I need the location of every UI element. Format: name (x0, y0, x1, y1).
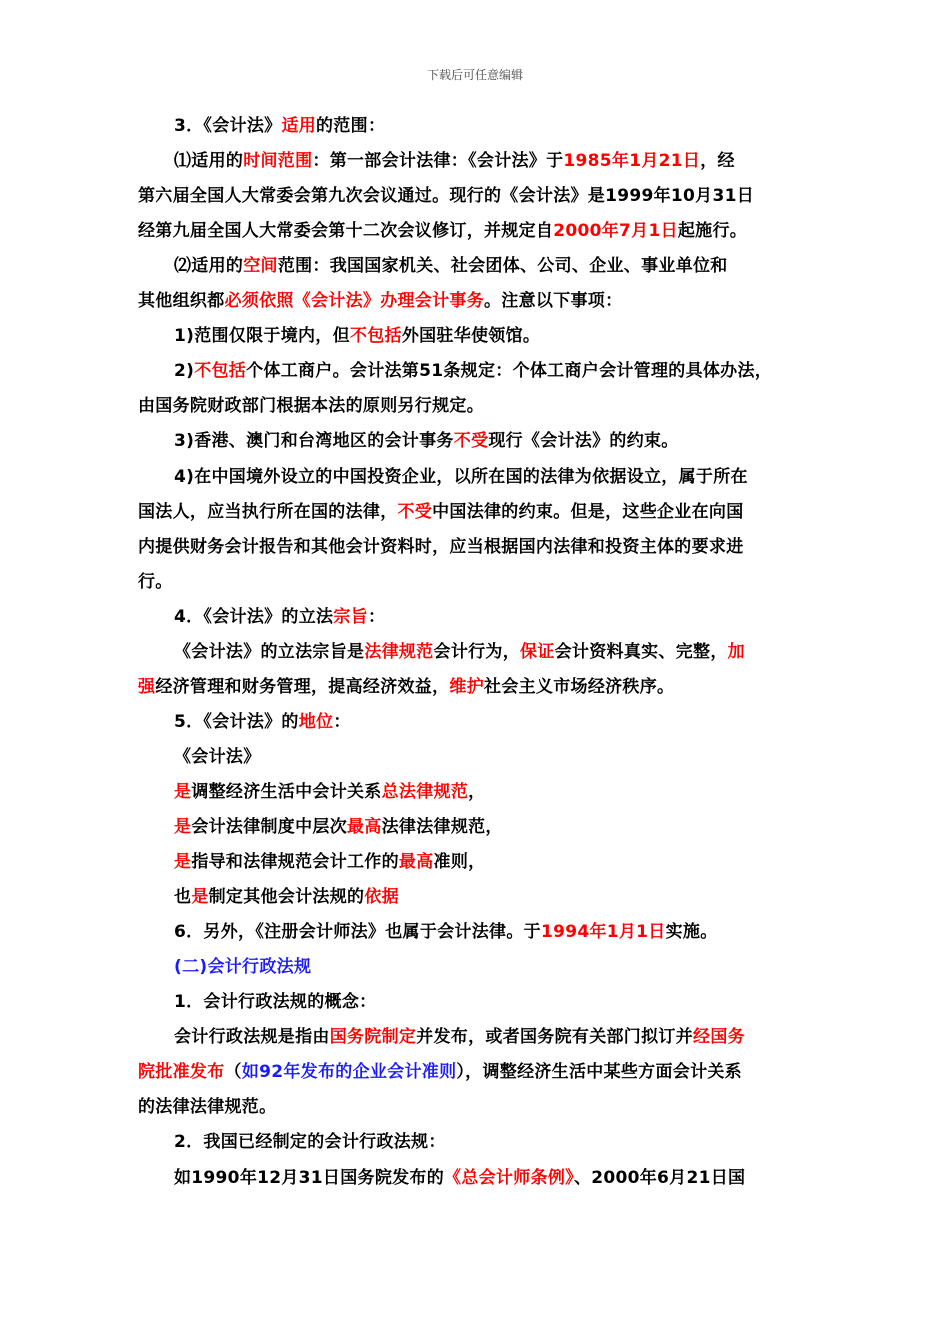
text-line (138, 1060, 818, 1084)
highlight-red-text: 经国务 (693, 1027, 745, 1047)
highlight-red-text: 强 (138, 677, 156, 697)
body-text: 指导和法律规范会计工作的 (191, 852, 399, 872)
text-line (174, 429, 818, 453)
text-line (174, 465, 818, 489)
highlight-red-text: 依据 (364, 887, 399, 907)
body-text: 国法人，应当执行所在国的法律， (138, 502, 398, 522)
body-text: 外国驻华使领馆。 (401, 326, 541, 346)
body-text: 《会计法》的立法宗旨是 (174, 642, 365, 662)
body-text: 会计资料真实、完整， (554, 642, 728, 662)
body-text: 1．会计行政法规的概念： (174, 992, 377, 1012)
highlight-red-text: 必须依照《会计法》办理会计事务 (224, 291, 484, 311)
highlight-red-text: 是 (191, 887, 209, 907)
highlight-red-text: 2000年7月1日 (553, 221, 678, 241)
highlight-blue-text: (二)会计行政法规 (174, 957, 312, 977)
text-line (174, 850, 818, 874)
highlight-red-text: 不包括 (349, 326, 402, 346)
highlight-red-text: 国务院制定 (329, 1027, 417, 1047)
body-text: 4)在中国境外设立的中国投资企业，以所在国的法律为依据设立，属于所在 (174, 467, 748, 487)
highlight-red-text: 空间 (243, 256, 278, 276)
text-line (174, 990, 818, 1014)
text-line (174, 605, 818, 629)
highlight-red-text: 1994年1月1日 (540, 922, 666, 942)
text-line (174, 780, 818, 804)
page-header: 下载后可任意编辑 (426, 68, 523, 82)
text-line (174, 114, 818, 138)
text-line (138, 500, 818, 524)
highlight-red-text: 是 (174, 852, 192, 872)
body-text: 2) (174, 361, 195, 381)
body-text: 会计行政法规是指由 (174, 1027, 330, 1047)
highlight-red-text: 1985年1月21日 (563, 151, 701, 171)
text-line (174, 710, 818, 734)
body-text: （ (224, 1062, 242, 1082)
body-text: 3)香港、澳门和台湾地区的会计事务 (174, 431, 454, 451)
body-text: 也 (174, 887, 192, 907)
body-text: ： (333, 712, 351, 732)
body-text: 中国法律的约束。但是，这些企业在向国 (432, 502, 744, 522)
body-text: 会计法律制度中层次 (191, 817, 348, 837)
body-text: 准则， (433, 852, 486, 872)
text-line (138, 1095, 818, 1119)
body-text: 行。 (138, 572, 173, 592)
body-text: ⑵适用的 (174, 256, 244, 276)
highlight-red-text: 适用 (281, 116, 317, 136)
body-text: 现行《会计法》的约束。 (488, 431, 679, 451)
body-text: 《会计法》 (174, 747, 261, 767)
text-line (174, 1130, 818, 1154)
body-text: ： (367, 607, 386, 627)
text-line (174, 815, 818, 839)
body-text: 的法律法律规范。 (138, 1097, 277, 1117)
highlight-red-text: 地位 (298, 712, 334, 732)
text-line (138, 219, 818, 243)
highlight-red-text: 时间范围 (243, 151, 313, 171)
highlight-red-text: 宗旨 (333, 607, 368, 627)
body-text: 1)范围仅限于境内，但 (174, 326, 350, 346)
text-line (174, 1025, 818, 1049)
body-text: ，经 (700, 151, 735, 171)
highlight-blue-text: 如92年发布的企业会计准则 (241, 1062, 457, 1082)
body-text: 经第九届全国人大常委会第十二次会议修订，并规定自 (138, 221, 554, 241)
highlight-red-text: 保证 (520, 642, 555, 662)
highlight-red-text: 不受 (453, 431, 489, 451)
body-text: 个体工商户。会计法第51条规定：个体工商户会计管理的具体办法， (246, 361, 773, 381)
body-text: 如1990年12月31日国务院发布的 (174, 1168, 445, 1188)
body-text: 并发布，或者国务院有关部门拟订并 (416, 1027, 694, 1047)
body-text: 4．《会计法》的立法 (174, 607, 334, 627)
highlight-red-text: 不受 (397, 502, 433, 522)
body-text: ， (468, 782, 486, 802)
text-line (174, 920, 818, 944)
highlight-red-text: 总法律规范 (381, 782, 469, 802)
highlight-red-text: 不包括 (194, 361, 247, 381)
text-line (174, 640, 818, 664)
body-text: 内提供财务会计报告和其他会计资料时，应当根据国内法律和投资主体的要求进 (138, 537, 744, 557)
body-text: 制定其他会计法规的 (208, 887, 365, 907)
body-text: 由国务院财政部门根据本法的原则另行规定。 (138, 396, 484, 416)
text-line (138, 535, 818, 559)
text-line (138, 570, 818, 594)
text-line (174, 359, 818, 383)
body-text: 其他组织都 (138, 291, 225, 311)
body-text: 经济管理和财务管理，提高经济效益， (155, 677, 450, 697)
text-line (174, 149, 818, 173)
body-text: 社会主义市场经济秩序。 (484, 677, 675, 697)
text-line (138, 675, 818, 699)
body-text: 、2000年6月21日国 (573, 1168, 746, 1188)
text-line (174, 324, 818, 348)
body-text: ⑴适用的 (174, 151, 244, 171)
body-text: 6．另外，《注册会计师法》也属于会计法律。于 (174, 922, 541, 942)
body-text: 范围：我国国家机关、社会团体、公司、企业、事业单位和 (277, 256, 728, 276)
body-text: 起施行。 (677, 221, 748, 241)
body-text: 调整经济生活中会计关系 (191, 782, 382, 802)
text-line (174, 955, 818, 979)
body-text: 会计行为， (433, 642, 521, 662)
highlight-red-text: 《总会计师条例》 (444, 1168, 574, 1188)
text-line (174, 745, 818, 769)
highlight-red-text: 法律规范 (364, 642, 434, 662)
text-line (138, 289, 818, 313)
body-text: ），调整经济生活中某些方面会计关系 (456, 1062, 742, 1082)
highlight-red-text: 是 (174, 782, 192, 802)
body-text: 5．《会计法》的 (174, 712, 299, 732)
body-text: 法律法律规范， (381, 817, 503, 837)
body-text: 第六届全国人大常委会第九次会议通过。现行的《会计法》是1999年10月31日 (138, 186, 755, 206)
highlight-red-text: 院批准发布 (138, 1062, 225, 1082)
text-line (138, 184, 818, 208)
body-text: 的范围： (316, 116, 386, 136)
body-text: 3．《会计法》 (174, 116, 282, 136)
body-text: 实施。 (665, 922, 718, 942)
text-line (174, 1166, 818, 1190)
highlight-red-text: 最高 (398, 852, 434, 872)
body-text: 2．我国已经制定的会计行政法规： (174, 1132, 446, 1152)
text-line (174, 254, 818, 278)
highlight-red-text: 是 (174, 817, 192, 837)
highlight-red-text: 最高 (347, 817, 382, 837)
body-text: 。注意以下事项： (484, 291, 623, 311)
text-line (174, 885, 818, 909)
body-text: ：第一部会计法律：《会计法》于 (312, 151, 564, 171)
text-line (138, 394, 818, 418)
highlight-red-text: 维护 (449, 677, 485, 697)
highlight-red-text: 加 (727, 642, 745, 662)
